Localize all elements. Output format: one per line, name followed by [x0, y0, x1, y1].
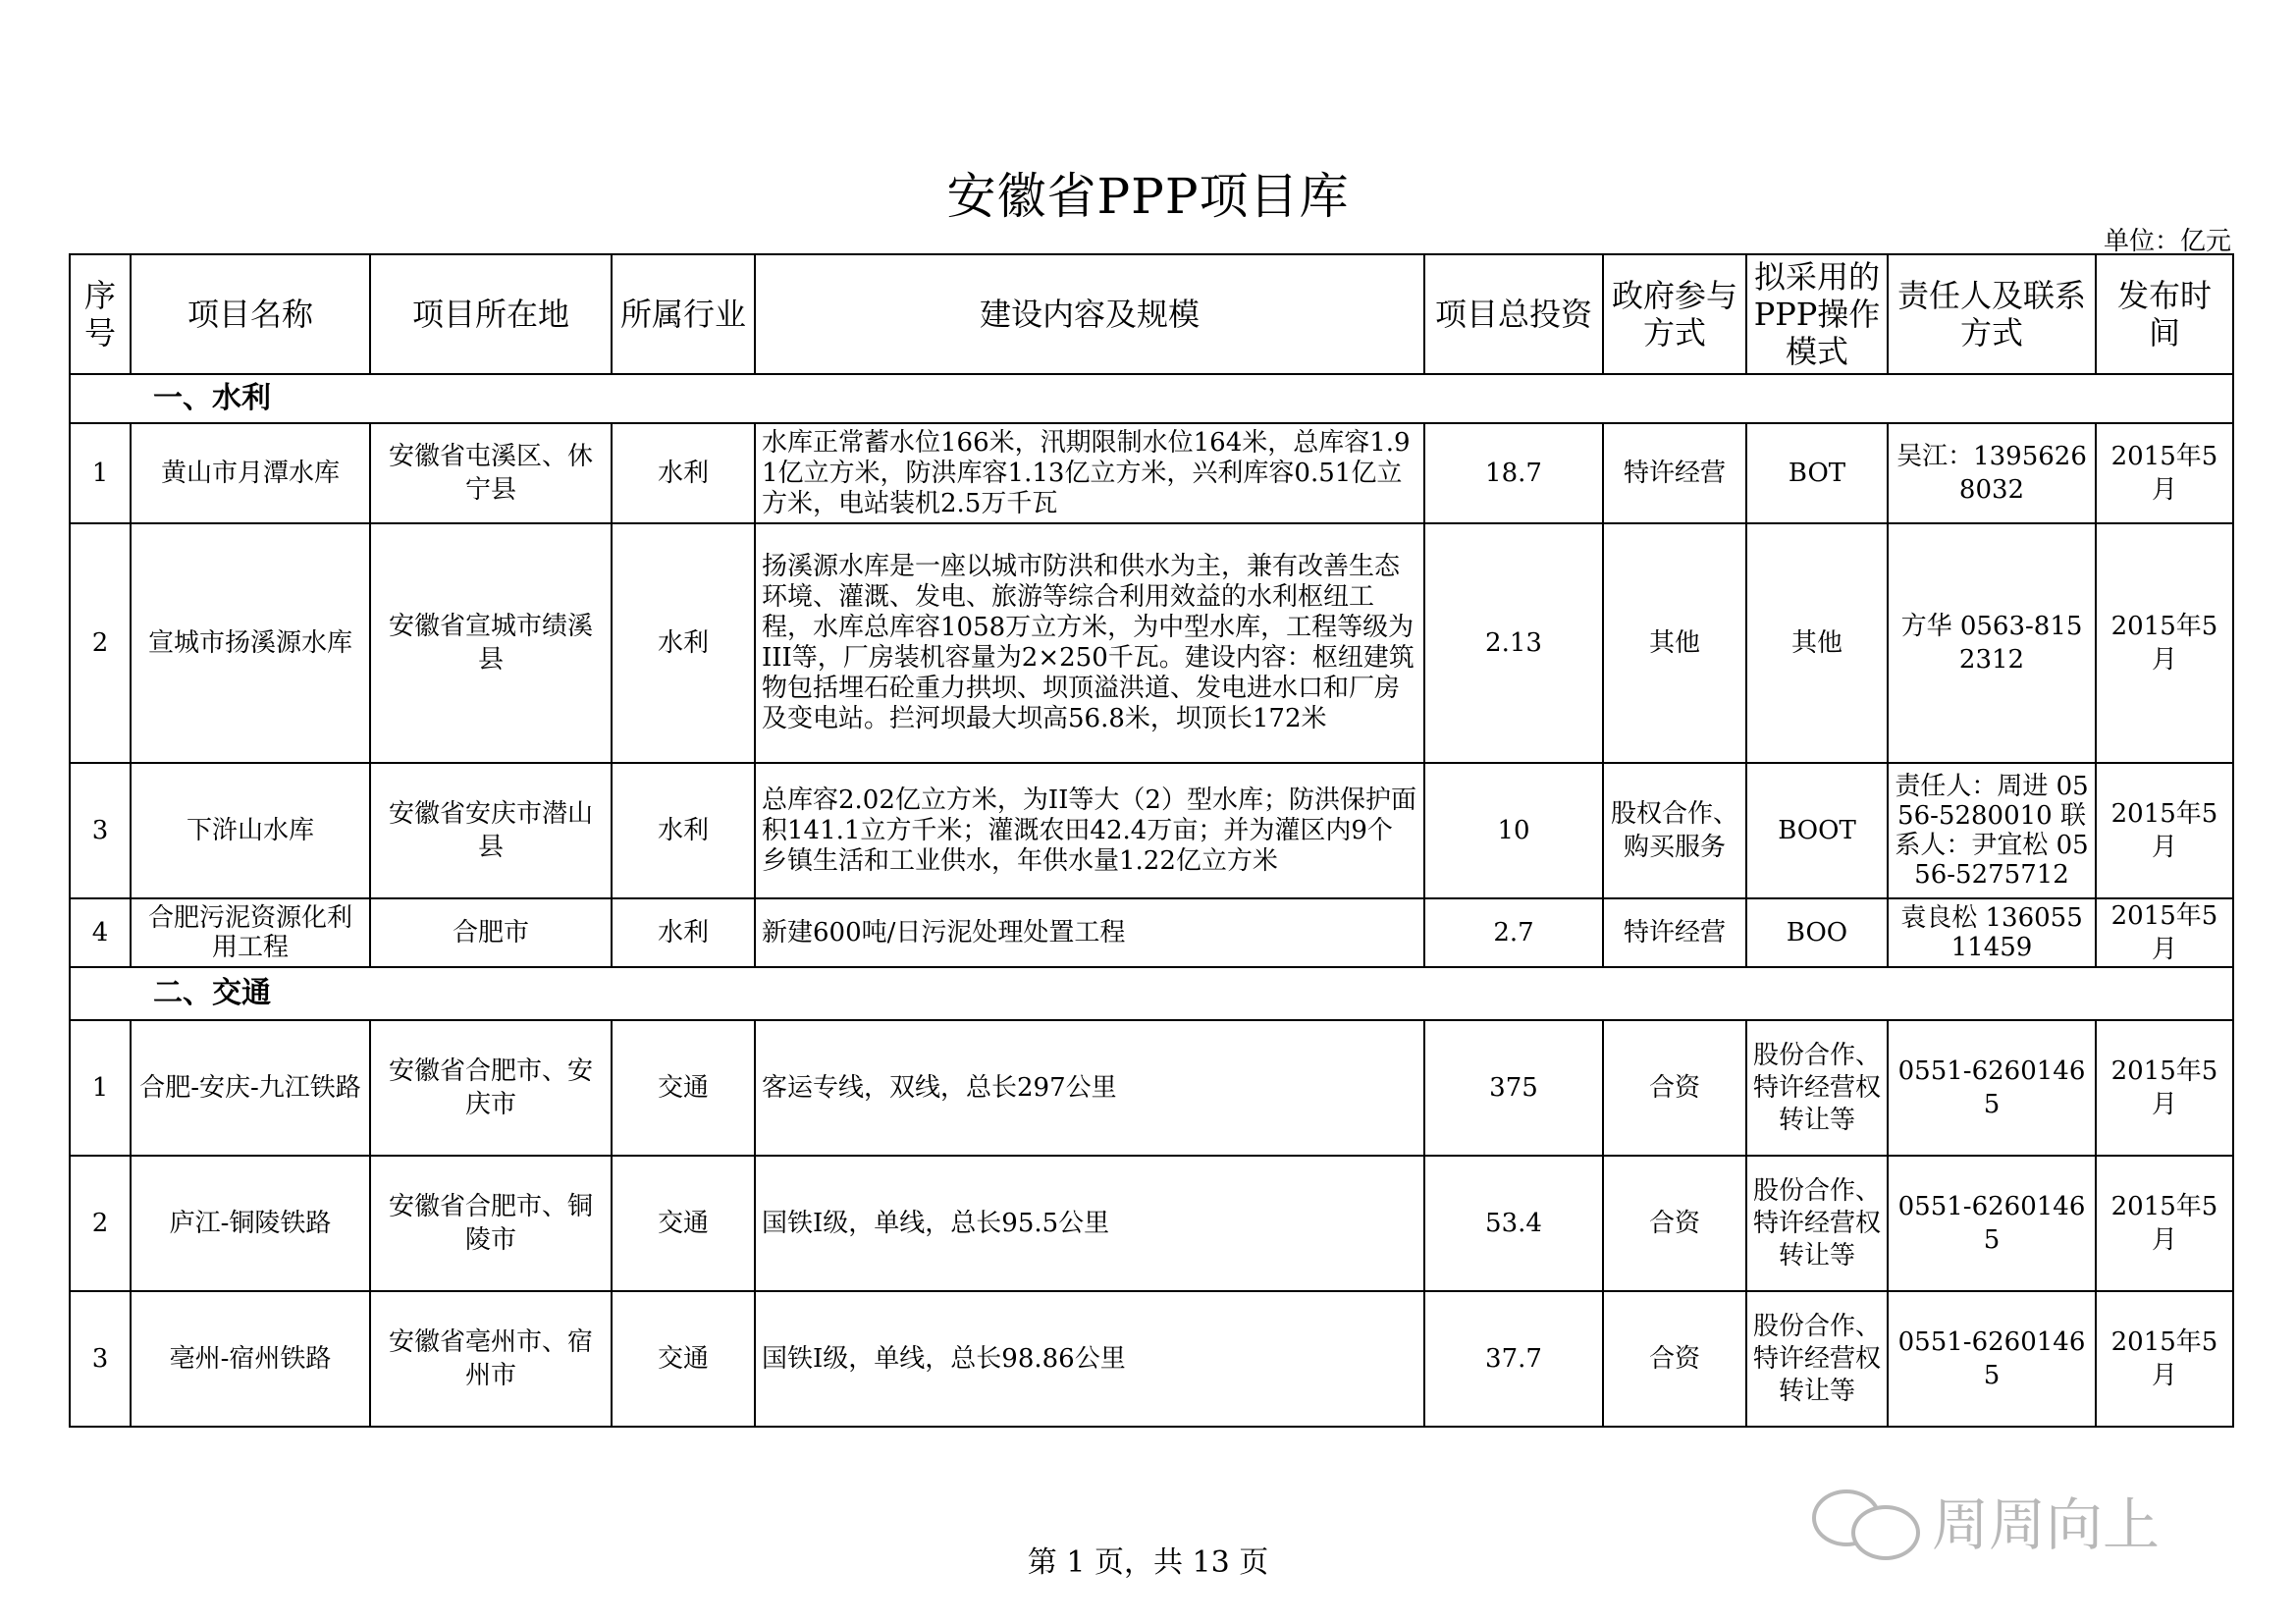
table-row [70, 1291, 2233, 1427]
cell-date: 2015年5月 [2096, 1020, 2233, 1156]
cell-industry: 交通 [612, 1020, 755, 1156]
cell-gov: 合资 [1603, 1020, 1746, 1156]
cell-industry: 水利 [612, 763, 755, 898]
header-name: 项目名称 [131, 254, 370, 374]
cell-mode: BOOT [1746, 763, 1888, 898]
cell-mode: 其他 [1746, 523, 1888, 763]
cell-name: 宣城市扬溪源水库 [131, 523, 370, 763]
cell-content: 客运专线，双线，总长297公里 [755, 1020, 1424, 1156]
cell-gov: 特许经营 [1603, 898, 1746, 967]
cell-location: 安徽省合肥市、安庆市 [370, 1020, 612, 1156]
page-title: 安徽省PPP项目库 [946, 168, 1350, 225]
cell-location: 安徽省亳州市、宿州市 [370, 1291, 612, 1427]
table-row [70, 898, 2233, 967]
cell-seq: 1 [70, 423, 131, 523]
cell-contact: 袁良松 13605511459 [1888, 898, 2096, 967]
header-date: 发布时间 [2096, 254, 2233, 374]
page-footer: 第 1 页，共 13 页 [1027, 1545, 1269, 1580]
watermark [1812, 1481, 2244, 1559]
cell-date: 2015年5月 [2096, 523, 2233, 763]
unit-label: 单位：亿元 [2103, 227, 2231, 256]
section-title: 二、交通 [70, 967, 2233, 1020]
wechat-icon [1812, 1486, 1920, 1554]
table-row [70, 523, 2233, 763]
cell-investment: 18.7 [1424, 423, 1603, 523]
cell-contact: 责任人：周进 0556-5280010 联系人：尹宜松 0556-5275712 [1888, 763, 2096, 898]
cell-industry: 交通 [612, 1156, 755, 1291]
table-row [70, 423, 2233, 523]
cell-investment: 2.13 [1424, 523, 1603, 763]
header-gov: 政府参与方式 [1603, 254, 1746, 374]
cell-seq: 1 [70, 1020, 131, 1156]
cell-name: 庐江-铜陵铁路 [131, 1156, 370, 1291]
cell-contact: 吴江：13956268032 [1888, 423, 2096, 523]
cell-name: 下浒山水库 [131, 763, 370, 898]
cell-seq: 2 [70, 1156, 131, 1291]
cell-seq: 3 [70, 763, 131, 898]
cell-gov: 其他 [1603, 523, 1746, 763]
cell-investment: 375 [1424, 1020, 1603, 1156]
watermark-text: 周周向上 [1932, 1491, 2161, 1558]
cell-name: 合肥-安庆-九江铁路 [131, 1020, 370, 1156]
cell-mode: BOO [1746, 898, 1888, 967]
cell-location: 安徽省屯溪区、休宁县 [370, 423, 612, 523]
cell-mode: BOT [1746, 423, 1888, 523]
cell-gov: 合资 [1603, 1156, 1746, 1291]
cell-seq: 2 [70, 523, 131, 763]
header-row [70, 254, 2233, 374]
cell-investment: 53.4 [1424, 1156, 1603, 1291]
cell-industry: 水利 [612, 423, 755, 523]
cell-investment: 10 [1424, 763, 1603, 898]
cell-content: 总库容2.02亿立方米，为II等大（2）型水库；防洪保护面积141.1立方千米；灌溉农田42.4万亩；并为灌区内9个乡镇生活和工业供水，年供水量1.22亿立方米 [755, 763, 1424, 898]
header-contact: 责任人及联系方式 [1888, 254, 2096, 374]
cell-contact: 0551-62601465 [1888, 1156, 2096, 1291]
cell-date: 2015年5月 [2096, 1291, 2233, 1427]
cell-content: 国铁Ⅰ级，单线，总长95.5公里 [755, 1156, 1424, 1291]
header-seq: 序号 [70, 254, 131, 374]
cell-investment: 2.7 [1424, 898, 1603, 967]
cell-gov: 合资 [1603, 1291, 1746, 1427]
cell-gov: 股权合作、购买服务 [1603, 763, 1746, 898]
project-table [69, 253, 2234, 1428]
table-row [70, 763, 2233, 898]
cell-seq: 3 [70, 1291, 131, 1427]
header-content: 建设内容及规模 [755, 254, 1424, 374]
cell-content: 新建600吨/日污泥处理处置工程 [755, 898, 1424, 967]
header-mode: 拟采用的PPP操作模式 [1746, 254, 1888, 374]
header-industry: 所属行业 [612, 254, 755, 374]
cell-contact: 0551-62601465 [1888, 1020, 2096, 1156]
cell-investment: 37.7 [1424, 1291, 1603, 1427]
cell-content: 水库正常蓄水位166米，汛期限制水位164米，总库容1.91亿立方米，防洪库容1.13亿立方米，兴利库容0.51亿立方米，电站装机2.5万千瓦 [755, 423, 1424, 523]
cell-date: 2015年5月 [2096, 898, 2233, 967]
cell-location: 安徽省合肥市、铜陵市 [370, 1156, 612, 1291]
header-investment: 项目总投资 [1424, 254, 1603, 374]
cell-industry: 水利 [612, 523, 755, 763]
header-location: 项目所在地 [370, 254, 612, 374]
cell-date: 2015年5月 [2096, 423, 2233, 523]
cell-contact: 方华 0563-8152312 [1888, 523, 2096, 763]
cell-location: 安徽省宣城市绩溪县 [370, 523, 612, 763]
cell-mode: 股份合作、特许经营权转让等 [1746, 1156, 1888, 1291]
section-row [70, 374, 2233, 423]
cell-date: 2015年5月 [2096, 1156, 2233, 1291]
cell-location: 安徽省安庆市潜山县 [370, 763, 612, 898]
table-row [70, 1156, 2233, 1291]
table-row [70, 1020, 2233, 1156]
cell-content: 国铁Ⅰ级，单线，总长98.86公里 [755, 1291, 1424, 1427]
cell-location: 合肥市 [370, 898, 612, 967]
section-title: 一、水利 [70, 374, 2233, 423]
cell-mode: 股份合作、特许经营权转让等 [1746, 1291, 1888, 1427]
cell-name: 合肥污泥资源化利用工程 [131, 898, 370, 967]
cell-content: 扬溪源水库是一座以城市防洪和供水为主，兼有改善生态环境、灌溉、发电、旅游等综合利用效益的水利枢纽工程，水库总库容1058万立方米，为中型水库，工程等级为III等，厂房装机容量为2×250千瓦。建设内容：枢纽建筑物包括埋石砼重力拱坝、坝顶溢洪道、发电进水口和厂房及变电站。拦河坝最大坝高56.8米，坝顶长172米 [755, 523, 1424, 763]
cell-industry: 交通 [612, 1291, 755, 1427]
cell-contact: 0551-62601465 [1888, 1291, 2096, 1427]
cell-name: 黄山市月潭水库 [131, 423, 370, 523]
cell-mode: 股份合作、特许经营权转让等 [1746, 1020, 1888, 1156]
cell-seq: 4 [70, 898, 131, 967]
cell-industry: 水利 [612, 898, 755, 967]
cell-gov: 特许经营 [1603, 423, 1746, 523]
cell-name: 亳州-宿州铁路 [131, 1291, 370, 1427]
cell-date: 2015年5月 [2096, 763, 2233, 898]
section-row [70, 967, 2233, 1020]
